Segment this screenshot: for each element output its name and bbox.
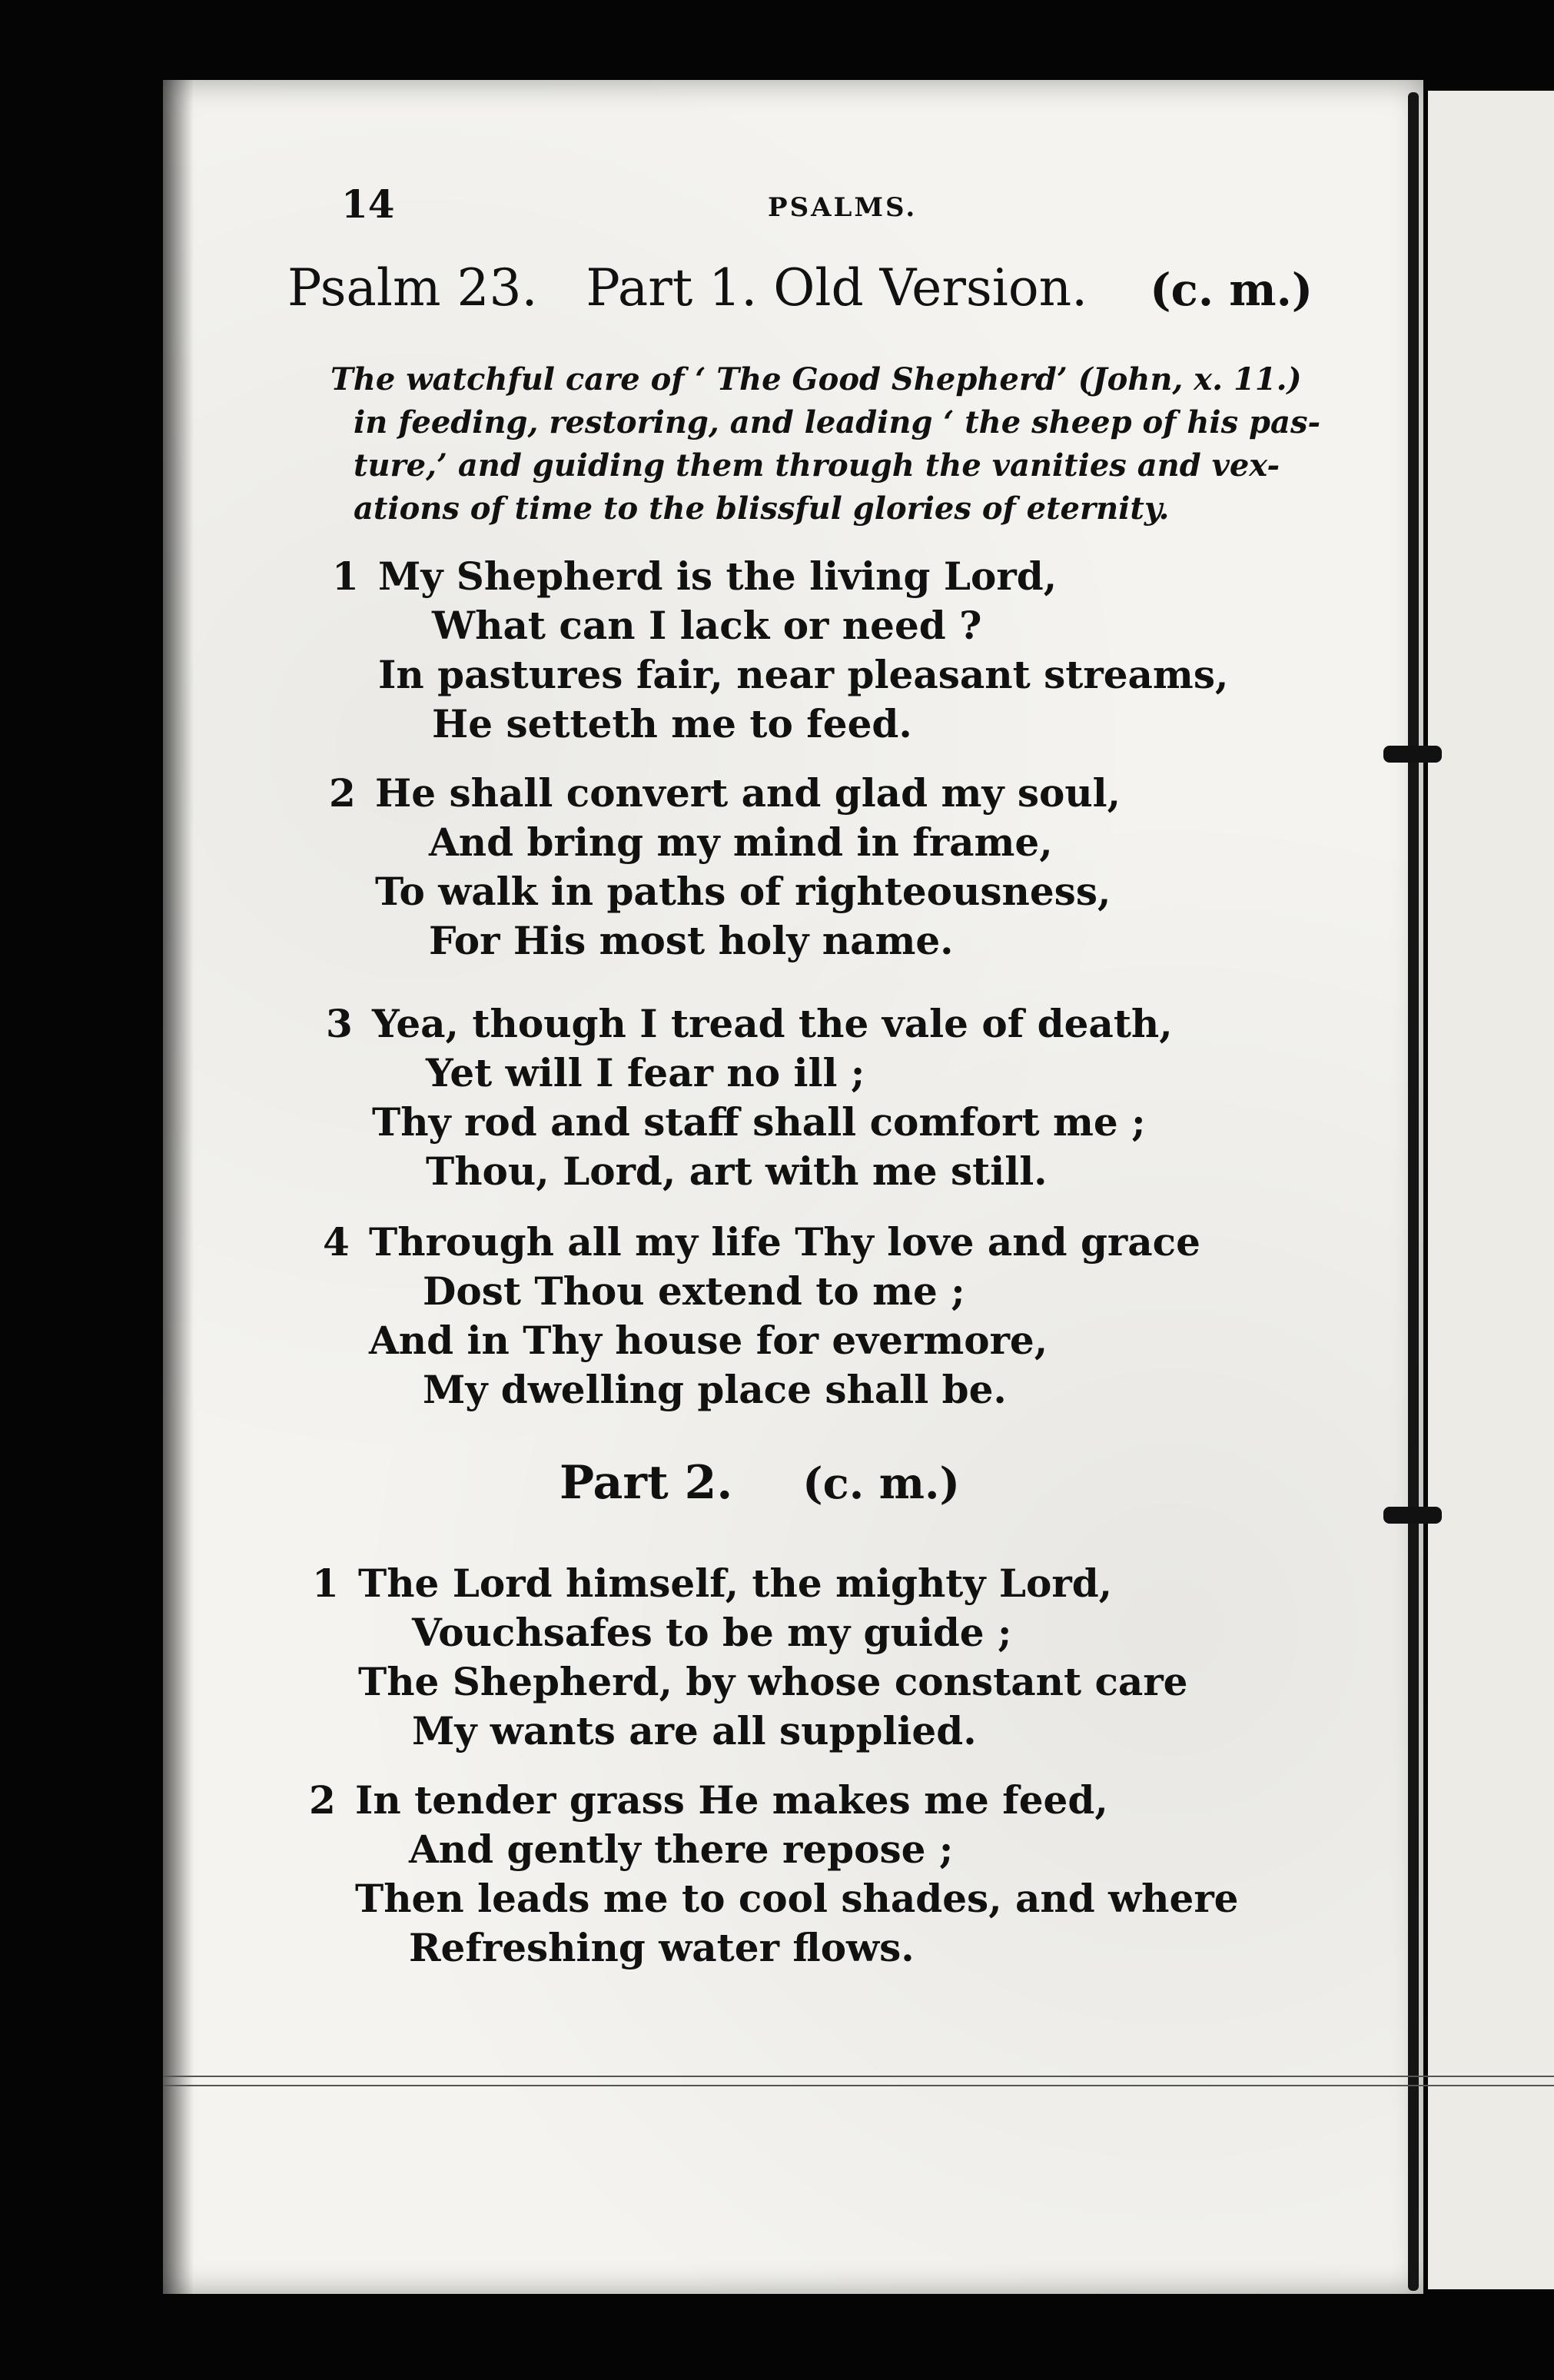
verse-line: And gently there repose ; xyxy=(409,1827,954,1872)
verse-line: Then leads me to cool shades, and where xyxy=(355,1876,1239,1921)
book-binding xyxy=(1408,92,1419,2291)
verse-line: And in Thy house for evermore, xyxy=(369,1318,1048,1363)
verse-line: What can I lack or need ? xyxy=(432,603,982,648)
verse-line: Thy rod and staff shall comfort me ; xyxy=(372,1099,1146,1145)
argument-line: in feeding, restoring, and leading ‘ the sheep of his pas- xyxy=(354,404,1321,440)
section-heading: PSALMS. xyxy=(768,192,918,223)
stanza xyxy=(309,1776,1239,1973)
verse-line: Vouchsafes to be my guide ; xyxy=(412,1610,1012,1655)
verse-line: Thou, Lord, art with me still. xyxy=(426,1148,1048,1194)
argument-line: The watchful care of ‘ The Good Shepherd’ (John, x. 11.) xyxy=(330,361,1302,397)
stanza xyxy=(329,769,1121,966)
verse-line: The Shepherd, by whose constant care xyxy=(358,1659,1188,1704)
footer-rule xyxy=(163,2076,1554,2077)
verse-line: Through all my life Thy love and grace xyxy=(369,1219,1200,1265)
verse-line: And bring my mind in frame, xyxy=(429,819,1053,865)
psalm-title xyxy=(287,258,1379,317)
facing-page-edge xyxy=(1428,91,1554,2289)
stanza xyxy=(312,1559,1188,1756)
psalm-title-text: Psalm 23. Part 1. Old Version. xyxy=(287,258,1088,317)
verse-line: For His most holy name. xyxy=(429,918,954,963)
verse-line: My dwelling place shall be. xyxy=(423,1367,1007,1412)
stanza-number: 2 xyxy=(329,770,356,816)
stanza-number: 2 xyxy=(309,1777,336,1823)
page-edge-shadow xyxy=(163,80,194,2294)
stanza-number: 3 xyxy=(326,1001,353,1046)
verse-line: He setteth me to feed. xyxy=(432,701,912,746)
psalm-argument xyxy=(330,358,1321,530)
argument-line: ture,’ and guiding them through the vanities and vex- xyxy=(354,447,1280,484)
verse-line: My wants are all supplied. xyxy=(412,1708,977,1753)
verse-line: In tender grass He makes me feed, xyxy=(355,1777,1108,1823)
meter-label: (c. m.) xyxy=(1150,264,1313,316)
part-heading xyxy=(560,1456,960,1510)
verse-line: Yet will I fear no ill ; xyxy=(426,1050,865,1095)
stanza xyxy=(326,999,1173,1196)
stanza-number: 1 xyxy=(312,1561,339,1606)
page-number: 14 xyxy=(341,181,395,227)
meter-label: (c. m.) xyxy=(802,1458,960,1509)
verse-line: Refreshing water flows. xyxy=(409,1925,915,1970)
verse-line: The Lord himself, the mighty Lord, xyxy=(358,1561,1113,1606)
stanza xyxy=(332,552,1229,749)
verse-line: Dost Thou extend to me ; xyxy=(423,1268,965,1314)
running-head xyxy=(341,181,1402,228)
binding-stitch xyxy=(1383,1507,1442,1524)
binding-stitch xyxy=(1383,746,1442,763)
verse-line: To walk in paths of righteousness, xyxy=(375,869,1111,914)
stanza xyxy=(323,1218,1200,1414)
argument-line: ations of time to the blissful glories of eternity. xyxy=(354,490,1170,527)
stanza-number: 1 xyxy=(332,553,359,599)
verse-line: In pastures fair, near pleasant streams, xyxy=(378,652,1229,697)
verse-line: Yea, though I tread the vale of death, xyxy=(372,1001,1173,1046)
verse-line: He shall convert and glad my soul, xyxy=(375,770,1121,816)
verse-line: My Shepherd is the living Lord, xyxy=(378,553,1058,599)
footer-rule xyxy=(163,2085,1554,2086)
stanza-number: 4 xyxy=(323,1219,350,1265)
part-heading-text: Part 2. xyxy=(560,1456,733,1510)
